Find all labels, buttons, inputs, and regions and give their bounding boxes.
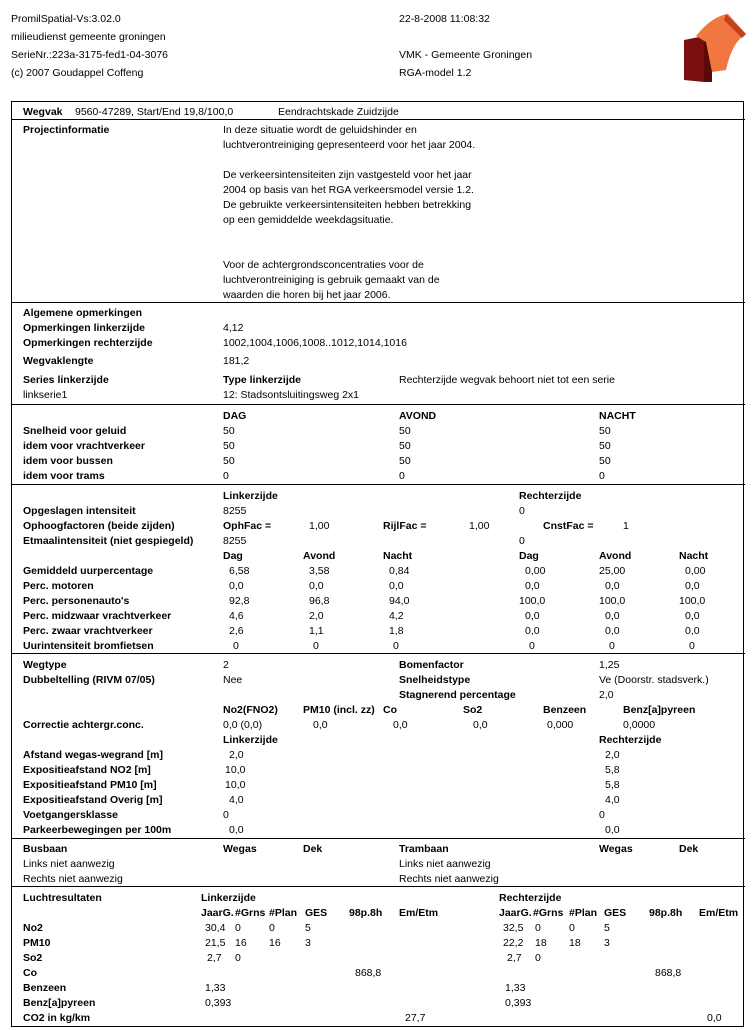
afstand-links: 10,0 [225,779,246,791]
opm-links-value: 4,12 [223,322,244,334]
correctie-value: 0,0 (0,0) [223,719,263,731]
int-cell: 0 [313,640,319,652]
lucht-row-label: Co [23,967,37,979]
correctie-label: Correctie achtergr.conc. [23,719,144,731]
model-owner: VMK - Gemeente Groningen [399,49,533,61]
stof-header: Co [383,704,397,716]
int-cell: 96,8 [309,595,330,607]
project-line: De verkeersintensiteiten zijn vastgesteld voor het jaar [223,169,472,181]
col-nacht: NACHT [599,410,636,422]
afstand-rechts: 5,8 [605,779,620,791]
int-cell: 0,0 [685,610,700,622]
int-row-label: Uurintensiteit bromfietsen [23,640,154,652]
snelheid-value: 50 [223,455,235,467]
snelheid-label: Snelheid voor geluid [23,425,127,437]
project-label: Projectinformatie [23,124,110,136]
snelheid-value: 50 [223,440,235,452]
timestamp: 22-8-2008 11:08:32 [399,13,490,25]
afstand-label: Afstand wegas-wegrand [m] [23,749,164,761]
int-cell: 0 [609,640,615,652]
project-line: luchtverontreiniging is gebruik gemaakt van de [223,274,440,286]
int-cell: 1,8 [389,625,404,637]
wegvak-name: Eendrachtskade Zuidzijde [278,106,399,118]
lucht-cell: 30,4 [205,922,226,934]
cnstfac-value: 1 [623,520,629,532]
project-line: 2004 op basis van het RGA verkeersmodel versie 1.2. [223,184,474,196]
int-cell: 4,6 [229,610,244,622]
int-cell: 0,0 [525,580,540,592]
divider [11,838,745,839]
lucht-col: GES [604,907,627,919]
afstand-label: Expositieafstand PM10 [m] [23,779,157,791]
int-cell: 1,1 [309,625,324,637]
afstand-links: 4,0 [229,794,244,806]
stof-header: PM10 (incl. zz) [303,704,375,716]
bus-dek-header: Dek [303,843,323,855]
lucht-cell: 0 [535,952,541,964]
lucht-col: 98p.8h [649,907,683,919]
etm-links: 8255 [223,535,247,547]
int-cell: 0,00 [685,565,706,577]
period-header: Nacht [383,550,413,562]
lucht-cell: 27,7 [405,1012,426,1024]
int-cell: 25,00 [599,565,626,577]
lucht-cell: 16 [235,937,247,949]
cnstfac-label: CnstFac = [543,520,594,532]
divider [11,404,745,405]
lucht-cell: 3 [604,937,610,949]
tram-links: Links niet aanwezig [399,858,491,870]
snelheid-value: 0 [599,470,605,482]
lucht-col: #Plan [569,907,598,919]
opg-rechts: 0 [519,505,525,517]
afstand-rechts: 0,0 [605,824,620,836]
stof-header: Benzeen [543,704,587,716]
oph-label: Ophoogfactoren (beide zijden) [23,520,175,532]
lucht-row-label: So2 [23,952,43,964]
program-version: PromilSpatial-Vs:3.02.0 [11,13,121,25]
int-row-label: Gemiddeld uurpercentage [23,565,154,577]
int-cell: 0,0 [525,625,540,637]
busbaan-label: Busbaan [23,843,68,855]
lucht-cell: 0 [569,922,575,934]
int-cell: 0 [393,640,399,652]
snelheidstype-label: Snelheidstype [399,674,471,686]
ophfac-label: OphFac = [223,520,272,532]
lucht-cell: 2,7 [507,952,522,964]
period-header: Dag [223,550,243,562]
report-frame [11,101,744,1027]
wegvaklengte-value: 181,2 [223,355,250,367]
snelheid-value: 50 [399,425,411,437]
rijlfac-label: RijlFac = [383,520,427,532]
logo-icon [682,12,748,84]
project-line: op een gemiddelde weekdagsituatie. [223,214,394,226]
snelheid-value: 50 [399,440,411,452]
stof-header: Benz[a]pyreen [623,704,696,716]
lucht-cell: 18 [569,937,581,949]
divider [11,484,745,485]
series-label: Series linkerzijde [23,374,109,386]
snelheid-value: 50 [599,425,611,437]
lucht-cell: 0 [535,922,541,934]
snelheid-label: idem voor vrachtverkeer [23,440,145,452]
int-cell: 100,0 [519,595,546,607]
snelheid-value: 0 [223,470,229,482]
col-avond: AVOND [399,410,437,422]
lucht-cell: 3 [305,937,311,949]
rijlfac-value: 1,00 [469,520,490,532]
lucht-cell: 868,8 [655,967,682,979]
lucht-cell: 1,33 [505,982,526,994]
bus-rechts: Rechts niet aanwezig [23,873,123,885]
lucht-col: JaarG. [201,907,234,919]
int-cell: 0 [233,640,239,652]
opg-label: Opgeslagen intensiteit [23,505,136,517]
snelheid-label: idem voor trams [23,470,105,482]
lucht-cell: 21,5 [205,937,226,949]
wegtype-value: 2 [223,659,229,671]
lucht-cell: 0,393 [205,997,232,1009]
rechts-note: Rechterzijde wegvak behoort niet tot een serie [399,374,615,386]
correctie-value: 0,000 [547,719,574,731]
afstand-rechts: 0 [599,809,605,821]
afstand-label: Parkeerbewegingen per 100m [23,824,172,836]
divider [11,653,745,654]
divider [11,302,745,303]
afstand-rechts: 5,8 [605,764,620,776]
lucht-cell: 5 [604,922,610,934]
stof-header: No2(FNO2) [223,704,278,716]
int-links-header: Linkerzijde [223,490,278,502]
lucht-cell: 1,33 [205,982,226,994]
project-line: luchtverontreiniging gepresenteerd voor het jaar 2004. [223,139,476,151]
lucht-cell: 5 [305,922,311,934]
opm-rechts-label: Opmerkingen rechterzijde [23,337,153,349]
int-cell: 2,0 [309,610,324,622]
snelheidstype-value: Ve (Doorstr. stadsverk.) [599,674,709,686]
lucht-col: 98p.8h [349,907,383,919]
int-cell: 0,0 [605,580,620,592]
afstand-rechts-header: Rechterzijde [599,734,662,746]
int-cell: 0,0 [685,625,700,637]
snelheid-value: 50 [599,440,611,452]
lucht-cell: 22,2 [503,937,524,949]
wegvak-value: 9560-47289, Start/End 19,8/100,0 [75,106,234,118]
lucht-col: GES [305,907,328,919]
lucht-row-label: Benzeen [23,982,67,994]
lucht-cell: 0 [235,952,241,964]
snelheid-label: idem voor bussen [23,455,113,467]
project-line: waarden die horen bij het jaar 2006. [223,289,391,301]
lucht-col: JaarG. [499,907,532,919]
afstand-links: 0 [223,809,229,821]
lucht-row-label: Benz[a]pyreen [23,997,96,1009]
int-row-label: Perc. motoren [23,580,94,592]
snelheid-value: 50 [599,455,611,467]
int-cell: 100,0 [599,595,626,607]
int-cell: 0,0 [389,580,404,592]
ophfac-value: 1,00 [309,520,330,532]
afstand-rechts: 4,0 [605,794,620,806]
trambaan-label: Trambaan [399,843,449,855]
type-label: Type linkerzijde [223,374,301,386]
int-row-label: Perc. personenauto's [23,595,130,607]
serial-number: SerieNr.:223a-3175-fed1-04-3076 [11,49,169,61]
int-cell: 3,58 [309,565,330,577]
project-line: Voor de achtergrondsconcentraties voor de [223,259,424,271]
lucht-col: Em/Etm [699,907,739,919]
lucht-col: Em/Etm [399,907,439,919]
afstand-label: Expositieafstand NO2 [m] [23,764,151,776]
int-row-label: Perc. midzwaar vrachtverkeer [23,610,172,622]
lucht-title: Luchtresultaten [23,892,102,904]
int-rechts-header: Rechterzijde [519,490,582,502]
copyright: (c) 2007 Goudappel Coffeng [11,67,144,79]
correctie-value: 0,0 [393,719,408,731]
tram-rechts: Rechts niet aanwezig [399,873,499,885]
bomen-label: Bomenfactor [399,659,464,671]
bus-wegas-header: Wegas [223,843,257,855]
int-cell: 0,0 [685,580,700,592]
snelheid-value: 50 [223,425,235,437]
divider [11,119,745,120]
int-cell: 4,2 [389,610,404,622]
opg-links: 8255 [223,505,247,517]
int-cell: 0,0 [309,580,324,592]
int-cell: 0,0 [605,625,620,637]
stagnerend-value: 2,0 [599,689,614,701]
int-cell: 0,0 [525,610,540,622]
correctie-value: 0,0000 [623,719,656,731]
lucht-cell: 32,5 [503,922,524,934]
wegtype-label: Wegtype [23,659,67,671]
bus-links: Links niet aanwezig [23,858,115,870]
int-cell: 0,0 [605,610,620,622]
correctie-value: 0,0 [473,719,488,731]
lucht-cell: 16 [269,937,281,949]
lucht-cell: 0,0 [707,1012,722,1024]
int-cell: 2,6 [229,625,244,637]
period-header: Avond [599,550,632,562]
int-cell: 0 [529,640,535,652]
int-cell: 92,8 [229,595,250,607]
type-value: 12: Stadsontsluitingsweg 2x1 [223,389,360,401]
lucht-cell: 0,393 [505,997,532,1009]
int-cell: 6,58 [229,565,250,577]
model-version: RGA-model 1.2 [399,67,472,79]
tram-dek-header: Dek [679,843,699,855]
afstand-rechts: 2,0 [605,749,620,761]
lucht-cell: 0 [235,922,241,934]
bomen-value: 1,25 [599,659,620,671]
int-cell: 100,0 [679,595,706,607]
divider [11,886,745,887]
int-cell: 0,0 [229,580,244,592]
afstand-links: 10,0 [225,764,246,776]
project-line: De gebruikte verkeersintensiteiten hebben betrekking [223,199,472,211]
etm-rechts: 0 [519,535,525,547]
stof-header: So2 [463,704,483,716]
opm-rechts-value: 1002,1004,1006,1008..1012,1014,1016 [223,337,407,349]
lucht-cell: 2,7 [207,952,222,964]
snelheid-value: 50 [399,455,411,467]
lucht-cell: 0 [269,922,275,934]
int-cell: 0 [689,640,695,652]
dubbel-value: Nee [223,674,243,686]
int-cell: 0,00 [525,565,546,577]
lucht-col: #Grns [533,907,564,919]
afstand-label: Voetgangersklasse [23,809,118,821]
lucht-row-label: PM10 [23,937,51,949]
lucht-links-header: Linkerzijde [201,892,256,904]
lucht-row-label: CO2 in kg/km [23,1012,91,1024]
lucht-col: #Plan [269,907,298,919]
opm-links-label: Opmerkingen linkerzijde [23,322,145,334]
wegvak-label: Wegvak [23,106,63,118]
int-cell: 94,0 [389,595,410,607]
afstand-links: 0,0 [229,824,244,836]
afstand-links-header: Linkerzijde [223,734,278,746]
correctie-value: 0,0 [313,719,328,731]
organisation: milieudienst gemeente groningen [11,31,166,43]
snelheid-value: 0 [399,470,405,482]
col-dag: DAG [223,410,247,422]
stagnerend-label: Stagnerend percentage [399,689,516,701]
period-header: Nacht [679,550,709,562]
period-header: Dag [519,550,539,562]
algemeen-title: Algemene opmerkingen [23,307,143,319]
int-row-label: Perc. zwaar vrachtverkeer [23,625,153,637]
lucht-cell: 18 [535,937,547,949]
wegvaklengte-label: Wegvaklengte [23,355,94,367]
lucht-col: #Grns [235,907,266,919]
afstand-links: 2,0 [229,749,244,761]
tram-wegas-header: Wegas [599,843,633,855]
lucht-cell: 868,8 [355,967,382,979]
etm-label: Etmaalintensiteit (niet gespiegeld) [23,535,194,547]
lucht-rechts-header: Rechterzijde [499,892,562,904]
afstand-label: Expositieafstand Overig [m] [23,794,163,806]
int-cell: 0,84 [389,565,410,577]
period-header: Avond [303,550,336,562]
series-value: linkserie1 [23,389,68,401]
lucht-row-label: No2 [23,922,43,934]
project-line: In deze situatie wordt de geluidshinder en [223,124,417,136]
dubbel-label: Dubbeltelling (RIVM 07/05) [23,674,155,686]
